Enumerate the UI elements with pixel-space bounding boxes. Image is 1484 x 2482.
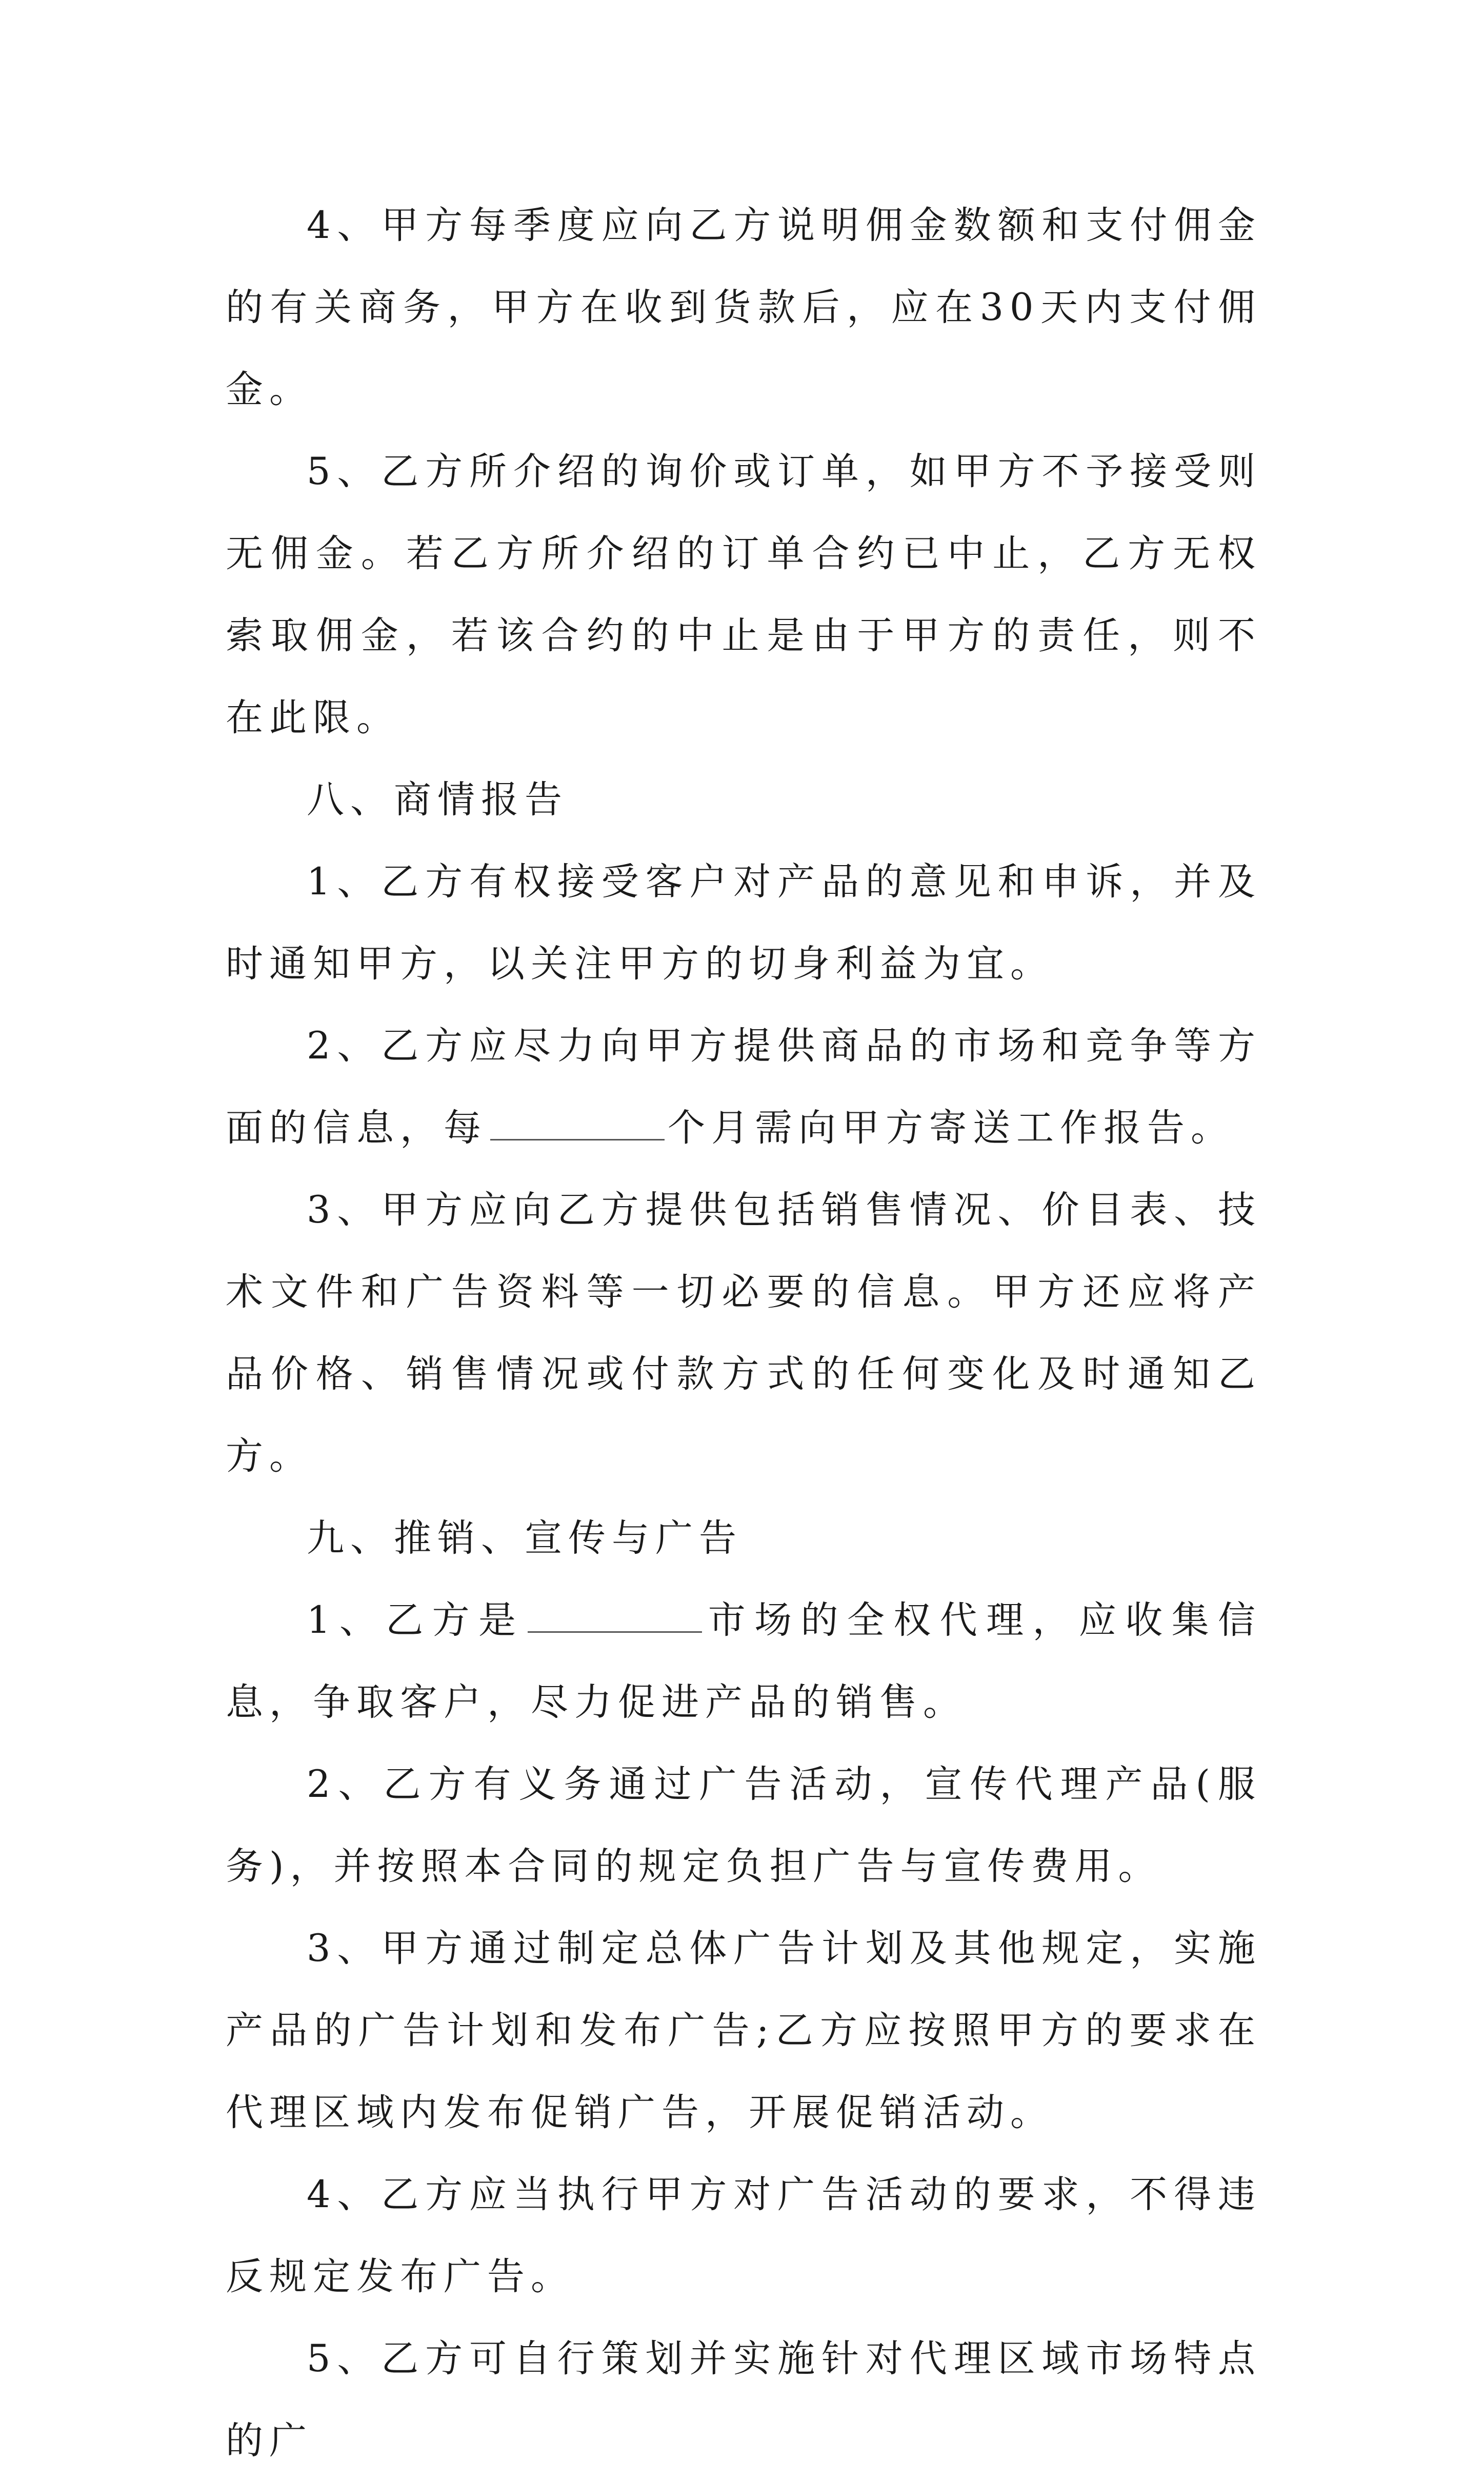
clause-7-4: 4、甲方每季度应向乙方说明佣金数额和支付佣金的有关商务，甲方在收到货款后，应在30天内支付佣金。 <box>226 204 1261 411</box>
clause-8-1: 1、乙方有权接受客户对产品的意见和申诉，并及时通知甲方，以关注甲方的切身利益为宜。 <box>226 860 1261 986</box>
document-body <box>226 185 1261 2482</box>
clause-9-3: 3、甲方通过制定总体广告计划及其他规定，实施产品的广告计划和发布广告;乙方应按照甲方的要求在代理区域内发布促销广告，开展促销活动。 <box>226 1927 1261 2134</box>
section-8-heading: 八、商情报告 <box>307 778 568 822</box>
clause-9-1-text-before: 1、乙方是 <box>307 1598 525 1642</box>
clause-8-2-text-before: 2、乙方应尽力向甲方提供商品的市场和竞争等方面的信息，每 <box>226 1024 1261 1150</box>
clause-9-1 <box>226 1579 1261 1744</box>
blank-fill-line <box>490 1137 665 1140</box>
clause-8-2-text-after: 个月需向甲方寄送工作报告。 <box>668 1106 1234 1150</box>
clause-9-2: 2、乙方有义务通过广告活动，宣传代理产品(服务)，并按照本合同的规定负担广告与宣传费用。 <box>226 1763 1261 1888</box>
clause-9-1-text-after: 市场的全权代理，应收集信息，争取客户，尽力促进产品的销售。 <box>226 1598 1261 1724</box>
blank-fill-line <box>528 1629 702 1633</box>
section-9-heading: 九、推销、宣传与广告 <box>307 1516 743 1560</box>
clause-8-3: 3、甲方应向乙方提供包括销售情况、价目表、技术文件和广告资料等一切必要的信息。甲方还应将产品价格、销售情况或付款方式的任何变化及时通知乙方。 <box>226 1188 1261 1478</box>
clause-9-5: 5、乙方可自行策划并实施针对代理区域市场特点的广 <box>226 2337 1261 2463</box>
clause-9-4: 4、乙方应当执行甲方对广告活动的要求，不得违反规定发布广告。 <box>226 2173 1261 2298</box>
clause-8-2 <box>226 1005 1261 1169</box>
clause-7-5: 5、乙方所介绍的询价或订单，如甲方不予接受则无佣金。若乙方所介绍的订单合约已中止，乙方无权索取佣金，若该合约的中止是由于甲方的责任，则不在此限。 <box>226 450 1261 739</box>
